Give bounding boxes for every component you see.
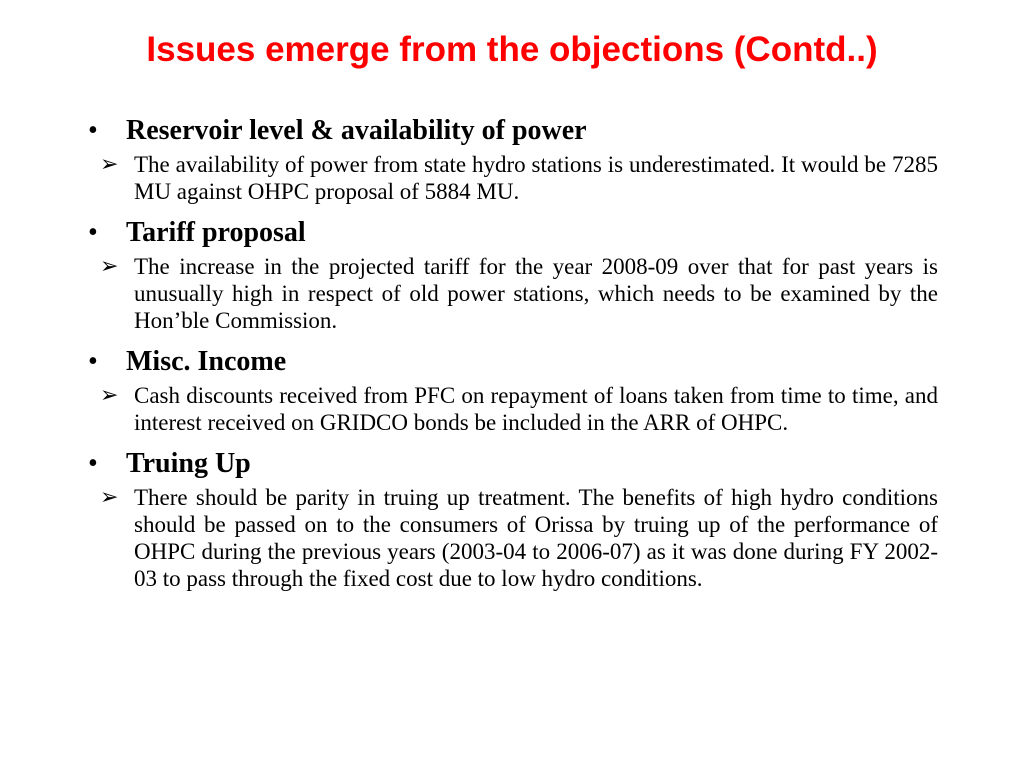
bullet-item-misc-income: [88, 344, 938, 380]
bullet-heading: Reservoir level & availability of power: [126, 115, 587, 146]
sub-bullet-item: [96, 253, 938, 334]
sub-bullet-item: [96, 484, 938, 592]
bullet-icon: •: [88, 115, 98, 146]
bullet-heading: Misc. Income: [126, 346, 287, 377]
sub-bullet-text: The availability of power from state hydro stations is underestimated. It would be 7285 MU against OHPC proposal of 5884 MU.: [134, 152, 938, 204]
sub-bullet-text: The increase in the projected tariff for the year 2008-09 over that for past years is unusually high in respect of old power stations, which needs to be examined by the Hon’ble Commission.: [134, 254, 938, 333]
sub-bullet-item: [96, 151, 938, 205]
sub-bullet-item: [96, 382, 938, 436]
sub-bullet-text: Cash discounts received from PFC on repayment of loans taken from time to time, and interest received on GRIDCO bonds be included in the ARR of OHPC.: [134, 383, 938, 435]
sub-bullet-text: There should be parity in truing up treatment. The benefits of high hydro conditions should be passed on to the consumers of Orissa by truing up of the performance of OHPC during the previous years (2003-04 to 2006-07) as it was done during FY 2002-03 to pass through the fixed cost due to low hydro conditions.: [134, 485, 938, 591]
bullet-item-truing-up: [88, 446, 938, 482]
bullet-icon: •: [88, 346, 98, 377]
arrow-bullet-icon: ➢: [100, 152, 119, 177]
arrow-bullet-icon: ➢: [100, 254, 119, 279]
bullet-item-tariff: [88, 215, 938, 251]
slide-title: Issues emerge from the objections (Contd..): [146, 30, 878, 69]
bullet-heading: Truing Up: [126, 448, 251, 479]
bullet-heading: Tariff proposal: [126, 217, 306, 248]
bullet-icon: •: [88, 448, 98, 479]
arrow-bullet-icon: ➢: [100, 383, 119, 408]
bullet-item-reservoir: [88, 113, 938, 149]
slide-content: [88, 113, 938, 602]
bullet-icon: •: [88, 217, 98, 248]
arrow-bullet-icon: ➢: [100, 485, 119, 510]
